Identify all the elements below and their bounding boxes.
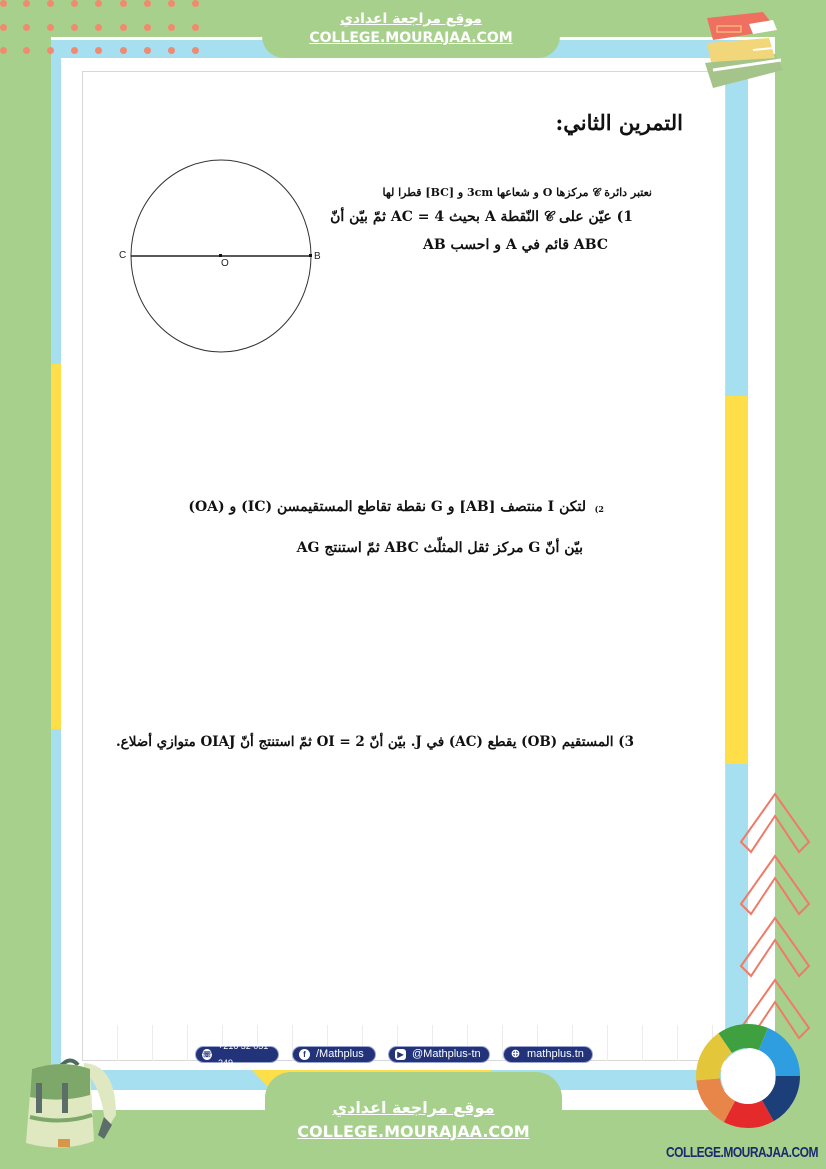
frame-left-green <box>0 37 51 1169</box>
bottom-banner-arabic: موقع مراجعة اعدادي <box>332 1098 495 1117</box>
backpack-icon <box>12 1055 117 1155</box>
point-label-o: O <box>221 258 229 269</box>
top-banner-arabic: موقع مراجعة اعدادي <box>340 11 482 27</box>
facebook-handle: /Mathplus <box>316 1048 364 1060</box>
top-site-banner[interactable] <box>262 0 560 58</box>
question-2-line-2: بيّن أنّ G مركز ثقل المثلّث ABC ثمّ استنتج AG <box>296 540 583 556</box>
question-2-number: 2) <box>594 504 604 514</box>
top-banner-url: COLLEGE.MOURAJAA.COM <box>309 30 513 46</box>
facebook-icon: f <box>299 1049 310 1060</box>
books-stack-icon <box>693 8 793 98</box>
globe-icon: ⊕ <box>510 1048 521 1060</box>
frame-left-yellow <box>51 364 61 729</box>
exercise-title: التمرين الثاني: <box>555 110 683 135</box>
question-1-line-1: 1) عيّن على 𝒞 النّقطة A بحيث AC = 4 ثمّ بيّن أنّ <box>330 209 633 225</box>
college-logo-text[interactable]: COLLEGE.MOURAJAA.COM <box>666 1143 818 1161</box>
whatsapp-link[interactable] <box>195 1040 279 1068</box>
chevron-decoration-icon <box>733 790 818 1040</box>
question-3-line-1: 3) المستقيم (OB) يقطع (AC) في J. بيّن أنّ OI = 2 ثمّ استنتج أنّ OIAJ متوازي أضلاع. <box>115 734 634 750</box>
youtube-link[interactable] <box>388 1046 490 1063</box>
point-label-b: B <box>314 251 321 262</box>
question-2-line-1: لتكن I منتصف [AB] و G نقطة تقاطع المستقيمسن (IC) و (OA) <box>188 499 586 515</box>
website-link[interactable] <box>503 1046 593 1063</box>
exercise-intro: نعتبر دائرة 𝒞 مركزها O و شعاعها 3cm و [BC] قطرا لها <box>382 186 652 199</box>
frame-right-yellow <box>726 396 748 764</box>
whatsapp-icon: ☏ <box>202 1050 213 1059</box>
phone-number: +216 52 051 249 <box>218 1040 269 1068</box>
point-label-c: C <box>119 250 127 261</box>
bottom-site-banner[interactable] <box>265 1072 562 1169</box>
website-url: mathplus.tn <box>527 1048 584 1060</box>
college-logo-icon <box>696 1022 800 1134</box>
facebook-link[interactable] <box>292 1046 376 1063</box>
youtube-handle: @Mathplus-tn <box>412 1048 481 1060</box>
youtube-icon: ▶ <box>395 1049 406 1060</box>
bottom-banner-url: COLLEGE.MOURAJAA.COM <box>297 1122 530 1141</box>
question-1-line-2: ABC قائم في A و احسب AB <box>422 237 608 253</box>
